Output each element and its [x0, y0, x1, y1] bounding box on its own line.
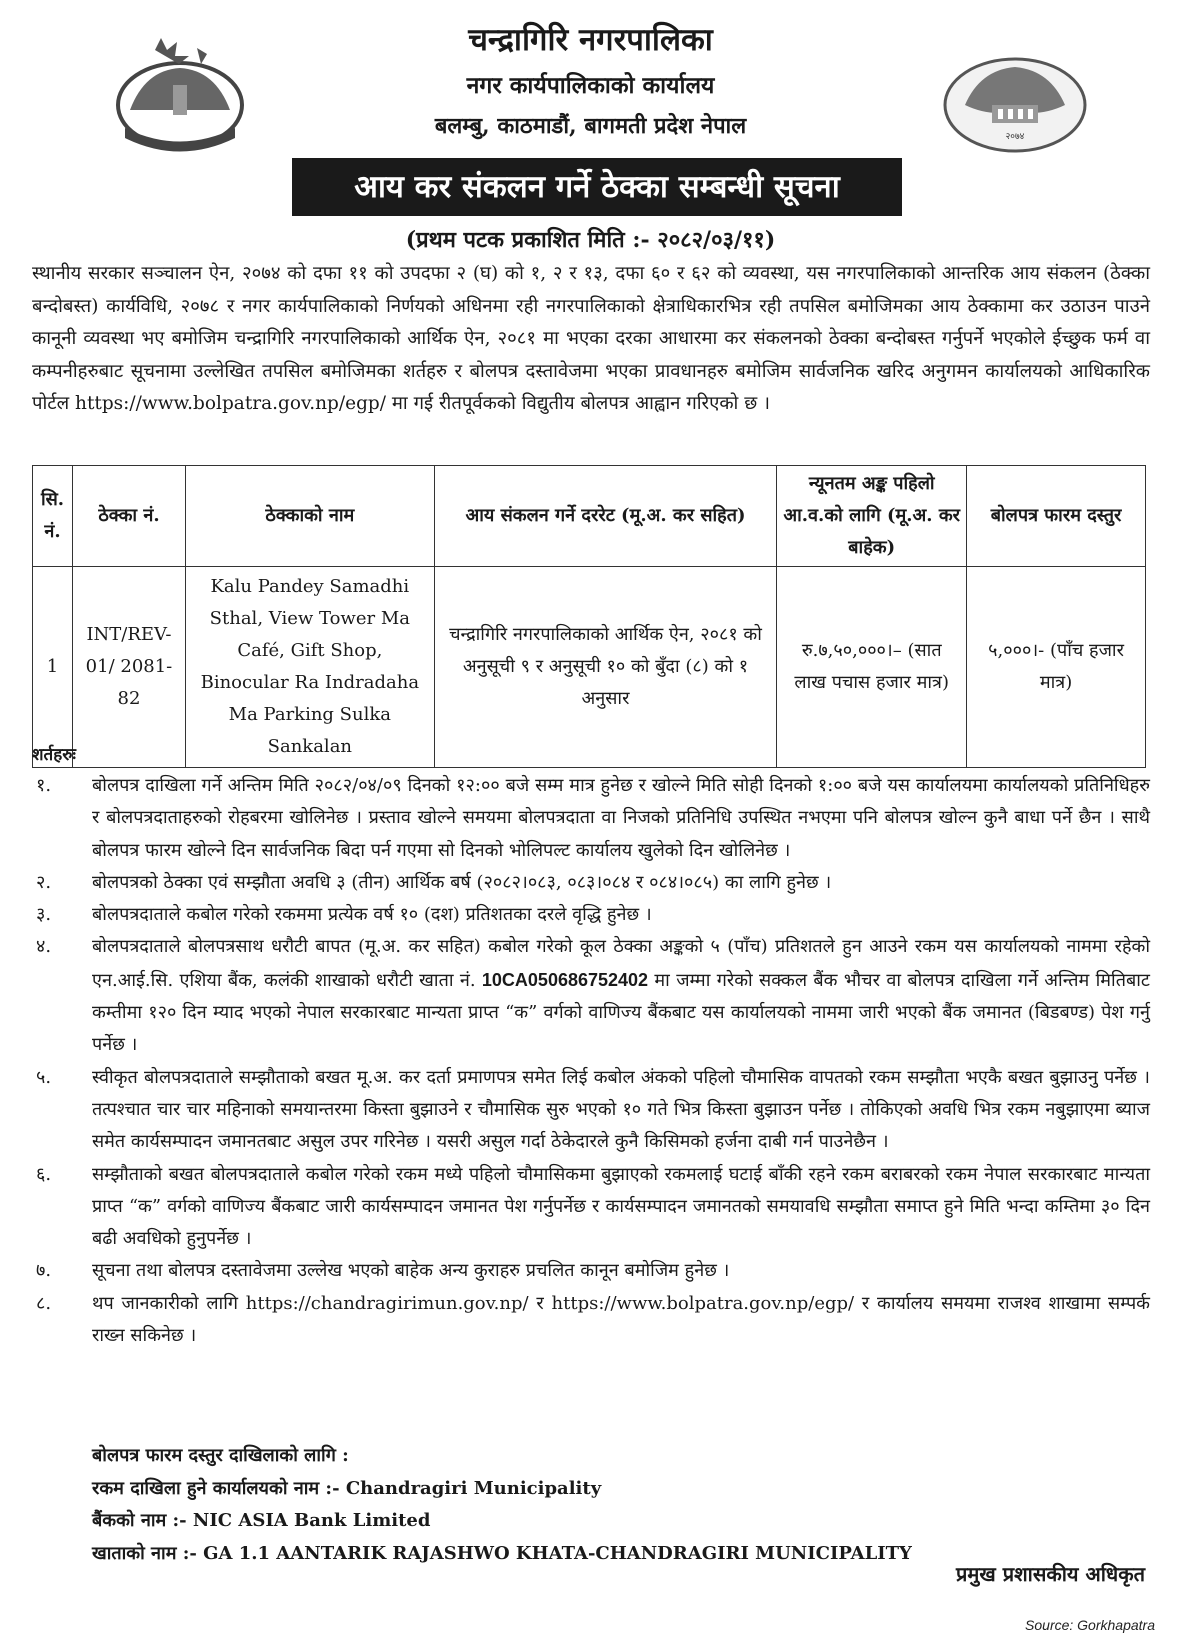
cell-min-amount: रु.७,५०,०००।– (सात लाख पचास हजार मात्र): [777, 567, 967, 768]
term-text: सम्झौताको बखत बोलपत्रदाताले कबोल गरेको रकम मध्ये पहिलो चौमासिकमा बुझाएको रकमलाई घटाई बाँकी रहने रकम बराबरको रकम नेपाल सरकारबाट मान्यता प्राप्त “क” वर्गको वाणिज्य बैंकबाट जारी कार्यसम्पादन जमानत पेश गर्नुपर्नेछ र कार्यसम्पादन जमानतको समयावधि सम्झौता समाप्त हुने मिति भन्दा कम्तिमा ३० दिन बढी अवधिको हुनुपर्नेछ ।: [92, 1163, 1150, 1250]
col-header-rate: आय संकलन गर्ने दररेट (मू.अ. कर सहित): [434, 466, 777, 567]
cell-rate: चन्द्रागिरि नगरपालिकाको आर्थिक ऐन, २०८१ को अनुसूची ९ र अनुसूची १० को बुँदा (८) को १ अनुसार: [434, 567, 777, 768]
term-number: ७.: [36, 1260, 52, 1282]
account-name-label: खाताको नाम :-: [92, 1542, 204, 1564]
office-name: नगर कार्यपालिकाको कार्यालय: [466, 72, 715, 99]
term-number: ५.: [36, 1066, 52, 1088]
term-text: सूचना तथा बोलपत्र दस्तावेजमा उल्लेख भएको बाहेक अन्य कुराहरु प्रचलित कानून बमोजिम हुनेछ ।: [92, 1260, 730, 1282]
table-header-row: [33, 466, 1146, 567]
term-number: ४.: [36, 936, 52, 958]
term-text: स्वीकृत बोलपत्रदाताले सम्झौताको बखत मू.अ. कर दर्ता प्रमाणपत्र समेत लिई कबोल अंकको पहिलो चौमासिक वापतको रकम सम्झौता भएकै बखत बुझाउनु पर्नेछ । तत्पश्चात चार चार महिनाको समयान्तरमा किस्ता बुझाउने र चौमासिक सुरु भएको १० गते भित्र किस्ता बुझाउन पर्नेछ । तोकिएको अवधि भित्र रकम नबुझाएमा ब्याज समेत कार्यसम्पादन जमानतबाट असुल उपर गरिनेछ । यसरी असुल गर्दा ठेकेदारले कुनै किसिमको हर्जना दाबी गर्न पाउनेछैन ।: [92, 1066, 1150, 1153]
notice-title-banner: आय कर संकलन गर्ने ठेक्का सम्बन्धी सूचना: [292, 158, 902, 216]
term-number: ६.: [36, 1163, 52, 1185]
bank-office-label: रकम दाखिला हुने कार्यालयको नाम :-: [92, 1477, 346, 1499]
col-header-name: ठेक्काको नाम: [185, 466, 434, 567]
terms-list: [32, 770, 1150, 1352]
deposit-account-number: 10CA050686752402: [481, 969, 649, 990]
bank-office-value: Chandragiri Municipality: [345, 1477, 602, 1499]
term-text: बोलपत्रको ठेक्का एवं सम्झौता अवधि ३ (तीन) आर्थिक बर्ष (२०८२।०८३, ०८३।०८४ र ०८४।०८५) का लागि हुनेछ ।: [92, 871, 832, 893]
terms-heading: शर्तहरुः: [32, 745, 76, 765]
col-header-sn: सि. नं.: [33, 466, 73, 567]
list-item: [32, 899, 1150, 931]
cell-fee: ५,०००।- (पाँच हजार मात्र): [967, 567, 1146, 768]
table-row: [33, 567, 1146, 768]
bank-details: [92, 1440, 912, 1570]
list-item: [32, 1062, 1150, 1159]
account-name-line: [92, 1538, 912, 1571]
col-header-contract-no: ठेक्का नं.: [72, 466, 185, 567]
bank-office-line: [92, 1473, 912, 1506]
contract-table: [32, 465, 1146, 768]
term-text-part: बोलपत्रदाताले बोलपत्रसाथ धरौटी बापत (मू.अ. कर सहित) कबोल गरेको कूल ठेक्का अङ्कको ५ (पाँच) प्रतिशतले हुन आउने रकम यस कार्यालयको नाममा रहेको एन.आई.सि. एशिया बैंक, कलंकी शाखाको धरौटी खाता नं.: [92, 936, 1150, 991]
list-item: [32, 770, 1150, 867]
list-item: [32, 931, 1150, 1061]
list-item: [32, 1255, 1150, 1287]
cell-sn: 1: [33, 567, 73, 768]
term-text-part: मा जम्मा गरेको सक्कल बैंक भौचर वा बोलपत्र दाखिला गर्ने अन्तिम मितिबाट कम्तीमा १२० दिन म्याद भएको नेपाल सरकारबाट मान्यता प्राप्त “क” वर्गको वाणिज्य बैंकबाट यस कार्यालयको नाममा जारी भएको बैंक जमानत (बिडबण्ड) पेश गर्नु पर्नेछ ।: [92, 969, 1150, 1056]
bank-name-label: बैंकको नाम :-: [92, 1510, 193, 1531]
term-text: थप जानकारीको लागि https://chandragirimun.gov.np/ र https://www.bolpatra.gov.np/egp/ र कार्यालय समयमा राजश्व शाखामा सम्पर्क राख्न सकिनेछ ।: [92, 1292, 1150, 1347]
term-number: ८.: [36, 1292, 52, 1314]
list-item: [32, 867, 1150, 899]
account-name-value: GA 1.1 AANTARIK RAJASHWO KHATA-CHANDRAGIRI MUNICIPALITY: [203, 1542, 912, 1564]
term-number: ३.: [36, 904, 52, 926]
cell-contract-no: INT/REV-01/ 2081-82: [72, 567, 185, 768]
municipality-title: चन्द्रागिरि नगरपालिका: [468, 22, 713, 58]
term-text: [92, 931, 1150, 1061]
signatory-title: प्रमुख प्रशासकीय अधिकृत: [956, 1562, 1145, 1586]
cell-name: Kalu Pandey Samadhi Sthal, View Tower Ma Café, Gift Shop, Binocular Ra Indradaha Ma Parking Sulka Sankalan: [185, 567, 434, 768]
bank-heading: बोलपत्र फारम दस्तुर दाखिलाको लागि :: [92, 1445, 349, 1466]
term-number: २.: [36, 871, 52, 893]
seal-year: २०७४: [1005, 132, 1025, 142]
office-address: बलम्बु, काठमाडौं, बागमती प्रदेश नेपाल: [434, 113, 747, 139]
intro-paragraph: स्थानीय सरकार सञ्चालन ऐन, २०७४ को दफा ११ को उपदफा २ (घ) को १, २ र १३, दफा ६० र ६२ को व्यवस्था, यस नगरपालिकाको आन्तरिक आय संकलन (ठेक्का बन्दोबस्त) कार्यविधि, २०७८ र नगर कार्यपालिकाको निर्णयको अधिनमा रही नगरपालिकाको क्षेत्राधिकारभित्र रही तपसिल बमोजिमका आय ठेक्कामा कर उठाउन पाउने कानूनी व्यवस्था भए बमोजिम चन्द्रागिरि नगरपालिकाको आर्थिक ऐन, २०८१ मा भएका दरका आधारमा कर संकलनको ठेक्का बन्दोबस्त गर्नुपर्ने भएकोले ईच्छुक फर्म वा कम्पनीहरुबाट सूचनामा उल्लेखित तपसिल बमोजिमका शर्तहरु र बोलपत्र दस्तावेजमा भएका प्रावधानहरु बमोजिम सार्वजनिक खरिद अनुगमन कार्यालयको आधिकारिक पोर्टल https://www.bolpatra.gov.np/egp/ मा गई रीतपूर्वकको विद्युतीय बोलपत्र आह्वान गरिएको छ ।: [32, 263, 1150, 414]
list-item: [32, 1159, 1150, 1256]
list-item: [32, 1288, 1150, 1353]
term-text: बोलपत्रदाताले कबोल गरेको रकममा प्रत्येक वर्ष १० (दश) प्रतिशतका दरले वृद्धि हुनेछ ।: [92, 904, 652, 926]
bank-name-value: NIC ASIA Bank Limited: [192, 1510, 431, 1531]
term-number: १.: [36, 775, 52, 796]
source-credit: Source: Gorkhapatra: [1025, 1617, 1155, 1633]
term-text: बोलपत्र दाखिला गर्ने अन्तिम मिति २०८२/०४/०९ दिनको १२:०० बजे सम्म मात्र हुनेछ र खोल्ने मिति सोही दिनको १:०० बजे यस कार्यालयमा कार्यालयको प्रतिनिधिहरु र बोलपत्रदाताहरुको रोहबरमा खोलिनेछ । प्रस्ताव खोल्ने समयमा बोलपत्रदाता वा निजको प्रतिनिधि उपस्थित नभएमा पनि बोलपत्र खोल्न कुनै बाधा पर्ने छैन । साथै बोलपत्र फारम खोल्ने दिन सार्वजनिक बिदा पर्न गएमा सो दिनको भोलिपल्ट कार्यालय खुलेको दिन खोलिनेछ ।: [92, 775, 1150, 861]
col-header-fee: बोलपत्र फारम दस्तुर: [967, 466, 1146, 567]
publish-date: (प्रथम पटक प्रकाशित मिति :- २०८२/०३/११): [405, 227, 776, 253]
col-header-min-amount: न्यूनतम अङ्क पहिलो आ.व.को लागि (मू.अ. कर बाहेक): [777, 466, 967, 567]
bank-name-line: [92, 1505, 912, 1538]
notice-header: [0, 0, 1181, 290]
